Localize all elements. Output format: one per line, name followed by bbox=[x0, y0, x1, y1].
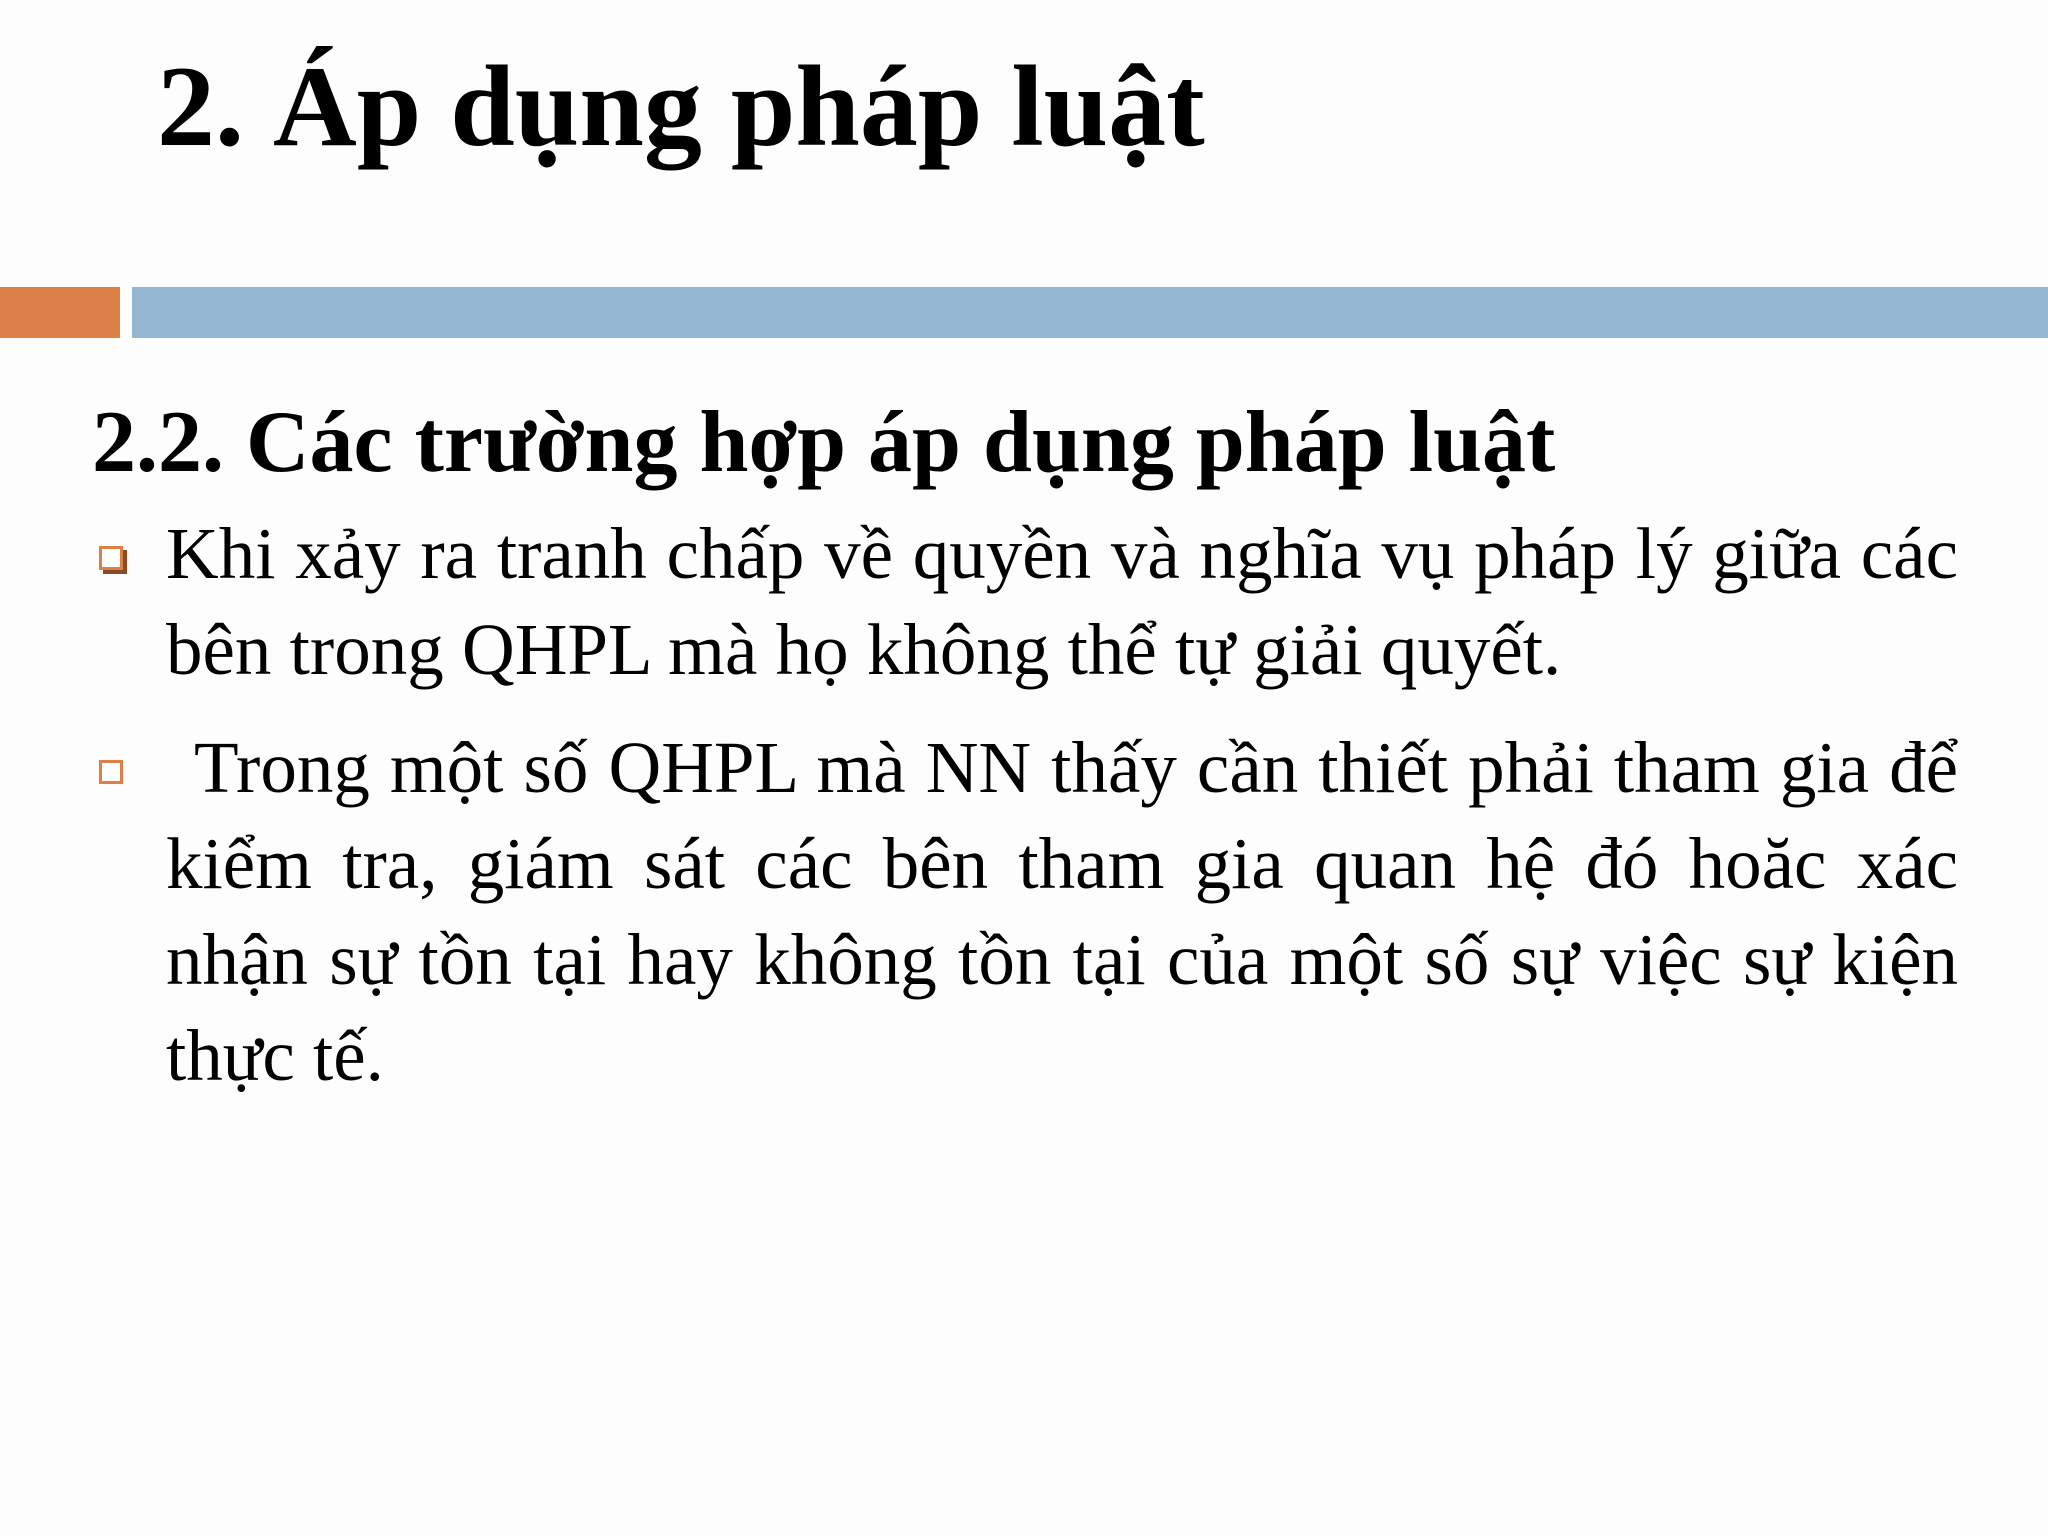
slide-title: 2. Áp dụng pháp luật bbox=[157, 43, 1205, 171]
slide-content bbox=[92, 388, 1958, 1126]
bullet-item-2 bbox=[92, 720, 1958, 1104]
accent-bar-orange bbox=[0, 287, 120, 338]
section-subheading: 2.2. Các trường hợp áp dụng pháp luật bbox=[92, 394, 1556, 491]
bullet-text-2: Trong một số QHPL mà NN thấy cần thiết phải tham gia để kiểm tra, giám sát các bên tham gia quan hệ đó hoăc xác nhận sự tồn tại hay không tồn tại của một số sự việc sự kiện thực tế. bbox=[166, 727, 1958, 1096]
square-bullet-icon bbox=[99, 546, 123, 570]
bullet-list bbox=[92, 506, 1958, 1104]
bullet-text-1: Khi xảy ra tranh chấp về quyền và nghĩa vụ pháp lý giữa các bên trong QHPL mà họ không thể tự giải quyết. bbox=[166, 513, 1958, 690]
bullet-item-1 bbox=[92, 506, 1958, 698]
accent-bar-blue bbox=[132, 287, 2048, 338]
square-bullet-icon bbox=[99, 760, 123, 784]
